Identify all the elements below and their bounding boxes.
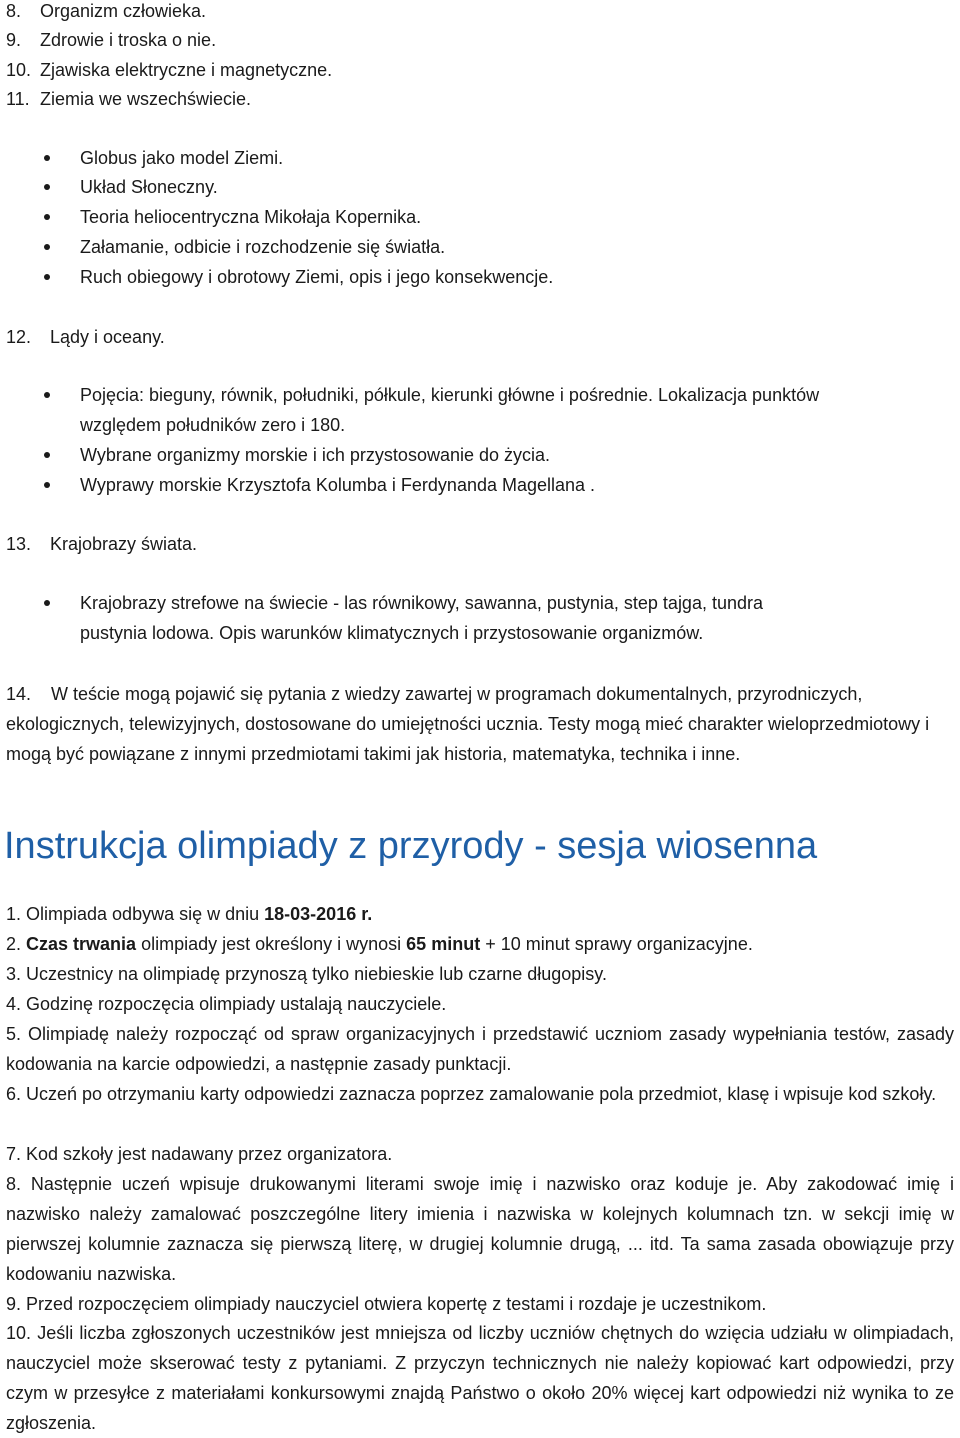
- page-title: Instrukcja olimpiady z przyrody - sesja wiosenna: [4, 825, 818, 867]
- bullet-text: Teoria heliocentryczna Mikołaja Kopernika.: [80, 207, 422, 227]
- instruction-9: 9. Przed rozpoczęciem olimpiady nauczyciel otwiera kopertę z testami i rozdaje je uczestnikom.: [6, 1294, 767, 1314]
- bullet-text: Układ Słoneczny.: [80, 177, 218, 197]
- bullet-text: Globus jako model Ziemi.: [80, 148, 284, 168]
- list-text: Ziemia we wszechświecie.: [40, 89, 252, 109]
- list-text: Krajobrazy świata.: [50, 534, 198, 554]
- list-number: 10.: [6, 60, 32, 80]
- duration-value: 65 minut: [406, 934, 481, 954]
- list-number: 14.: [6, 684, 32, 704]
- instruction-text: 1. Olimpiada odbywa się w dniu: [6, 904, 265, 924]
- instruction-text: + 10 minut sprawy organizacyjne.: [480, 934, 753, 954]
- bullet-text: Wyprawy morskie Krzysztofa Kolumba i Ferdynanda Magellana .: [80, 475, 596, 495]
- instruction-8: 8. Następnie uczeń wpisuje drukowanymi literami swoje imię i nazwisko oraz koduje je. Aby zakodować imię i nazwisko należy zamalować poszczególne litery imienia i nazwiska w kolejnych kolumnach tzn. w sekcji imię w pierwszej kolumnie zaznacza się pierwszą literę, w drugiej kolumnie drugą, ... itd. Ta sama zasada obowiązuje przy kodowaniu nazwiska.: [6, 1174, 954, 1284]
- bullet-icon: [44, 274, 50, 280]
- instruction-2: [6, 929, 954, 959]
- instruction-4: 4. Godzinę rozpoczęcia olimpiady ustalają nauczyciele.: [6, 994, 447, 1014]
- list-number: 13.: [6, 534, 32, 554]
- instruction-7: 7. Kod szkoły jest nadawany przez organizatora.: [6, 1144, 393, 1164]
- instruction-1: [6, 899, 954, 929]
- bullet-icon: [44, 452, 50, 458]
- list-number: 8.: [6, 1, 22, 21]
- bullet-text: względem południków zero i 180.: [80, 415, 346, 435]
- instruction-3: 3. Uczestnicy na olimpiadę przynoszą tylko niebieskie lub czarne długopisy.: [6, 964, 607, 984]
- bullet-icon: [44, 244, 50, 250]
- list-number: 9.: [6, 30, 22, 50]
- bullet-text: Załamanie, odbicie i rozchodzenie się światła.: [80, 237, 446, 257]
- bullet-text: pustynia lodowa. Opis warunków klimatycznych i przystosowanie organizmów.: [80, 623, 704, 643]
- instruction-text: olimpiady jest określony i wynosi: [136, 934, 407, 954]
- olympiad-date: 18-03-2016 r.: [264, 904, 373, 924]
- bullet-icon: [44, 214, 50, 220]
- item14-paragraph: [6, 679, 954, 769]
- list-number: 12.: [6, 327, 32, 347]
- instruction-6: 6. Uczeń po otrzymaniu karty odpowiedzi zaznacza poprzez zamalowanie pola przedmiot, klasę i wpisuje kod szkoły.: [6, 1084, 937, 1104]
- list-text: Zjawiska elektryczne i magnetyczne.: [40, 60, 333, 80]
- bullet-icon: [44, 184, 50, 190]
- bullet-text: Ruch obiegowy i obrotowy Ziemi, opis i jego konsekwencje.: [80, 267, 554, 287]
- bullet-icon: [44, 482, 50, 488]
- list-number: 11.: [6, 89, 30, 109]
- duration-label: Czas trwania: [26, 934, 137, 954]
- bullet-text: Krajobrazy strefowe na świecie - las równikowy, sawanna, pustynia, step tajga, tundra: [80, 593, 763, 613]
- instruction-number: 2.: [6, 934, 27, 954]
- list-text: Organizm człowieka.: [40, 1, 207, 21]
- list-text: Zdrowie i troska o nie.: [40, 30, 217, 50]
- instruction-5: 5. Olimpiadę należy rozpocząć od spraw organizacyjnych i przedstawić uczniom zasady wypełniania testów, zasady kodowania na karcie odpowiedzi, a następnie zasady punktacji.: [6, 1024, 954, 1074]
- bullet-icon: [44, 600, 50, 606]
- list-text: Lądy i oceany.: [50, 327, 165, 347]
- instruction-10: 10. Jeśli liczba zgłoszonych uczestników jest mniejsza od liczby uczniów chętnych do wzięcia udziału w olimpiadach, nauczyciel może skserować testy z pytaniami. Z przyczyn technicznych nie należy kopiować kart odpowiedzi, przy czym w przesyłce z materiałami konkursowymi znajdą Państwo o około 20% więcej kart odpowiedzi niż wynika to ze zgłoszenia.: [6, 1323, 954, 1433]
- bullet-text: Pojęcia: bieguny, równik, południki, półkule, kierunki główne i pośrednie. Lokalizacja punktów: [80, 385, 820, 405]
- bullet-icon: [44, 392, 50, 398]
- item14-text: W teście mogą pojawić się pytania z wiedzy zawartej w programach dokumentalnych, przyrodniczych, ekologicznych, telewizyjnych, dostosowane do umiejętności ucznia. Testy mogą mieć charakter wieloprzedmiotowy i mogą być powiązane z innymi przedmiotami takimi jak historia, matematyka, technika i inne.: [6, 684, 930, 764]
- bullet-icon: [44, 155, 50, 161]
- bullet-text: Wybrane organizmy morskie i ich przystosowanie do życia.: [80, 445, 551, 465]
